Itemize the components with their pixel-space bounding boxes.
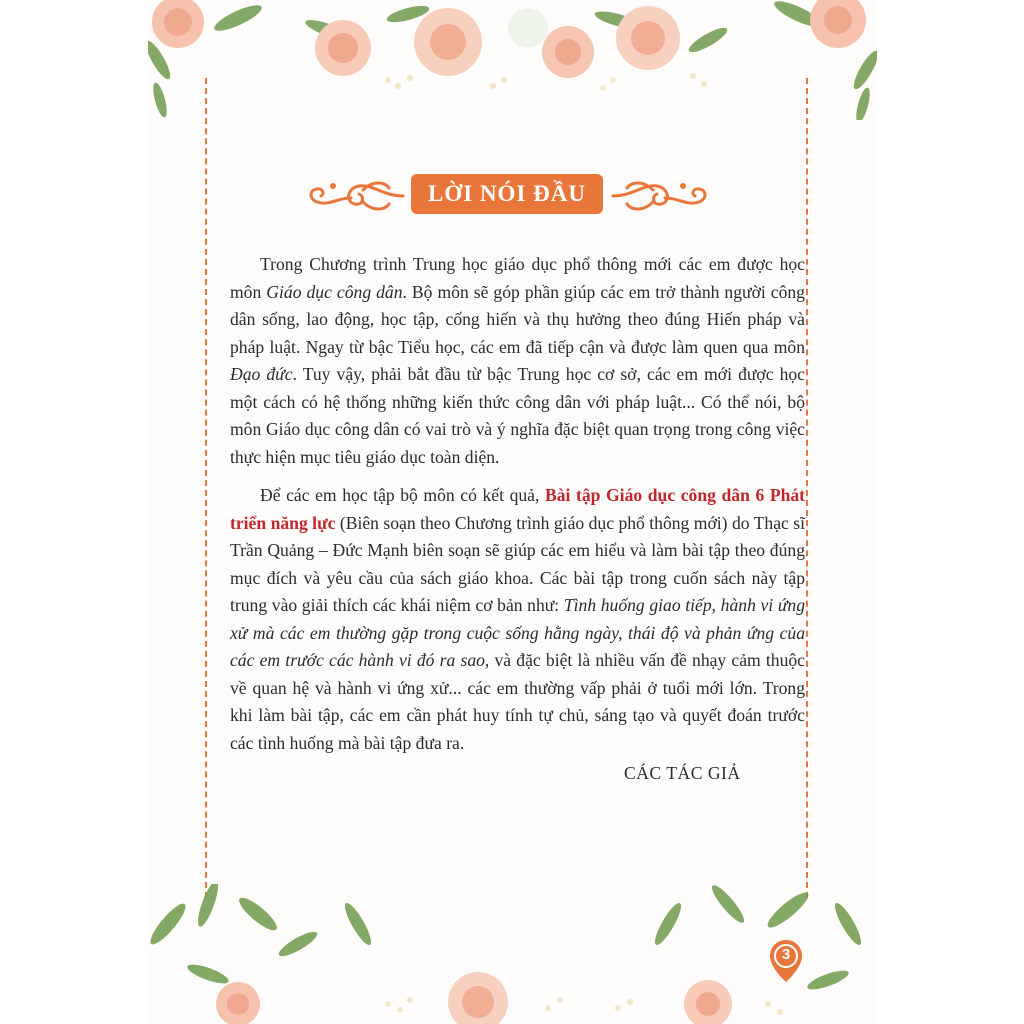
paragraph-2 — [230, 482, 805, 757]
paragraph-1 — [230, 251, 805, 471]
paragraph-1-italic-subject: Giáo dục công dân — [266, 281, 403, 302]
paragraph-1-text-b: . Bộ môn sẽ góp phần giúp các em trở thành người công dân sống, lao động, học tập, cống hiến và thụ hưởng theo đúng Hiến pháp và pháp luật. Ngay từ bậc Tiểu học, các em đã tiếp cận và được làm quen qua môn — [230, 281, 805, 357]
floral-top-decoration — [148, 0, 877, 120]
paragraph-2-text-a: Để các em học tập bộ môn có kết quả, — [260, 485, 545, 505]
left-dashed-border — [205, 78, 207, 898]
right-dashed-border — [806, 78, 808, 898]
flourish-right-icon — [609, 176, 713, 216]
paragraph-1-italic-ethics: Đạo đức — [230, 364, 293, 384]
heading-box — [411, 174, 603, 214]
paragraph-2-text-b: (Biên soạn theo Chương trình giáo dục phổ thông mới) do Thạc sĩ Trần Quảng – Đức Mạnh biên soạn sẽ giúp các em hiểu và làm bài tập theo đúng mục đích và yêu cầu của sách giáo khoa. Các bài tập trong cuốn sách này tập trung vào giải thích các khái niệm cơ bản như: — [230, 512, 805, 615]
signature: CÁC TÁC GIẢ — [624, 763, 741, 783]
page-number-marker — [768, 938, 804, 984]
paragraph-2-text-c: và đặc biệt là nhiều vấn đề nhạy cảm thuộc về quan hệ và hành vi ứng xử... các em thường vấp phải ở tuổi mới lớn. Trong khi làm bài tập, các em cần phát huy tính tự chủ, sáng tạo và quyết đoán trước các tình huống mà bài tập đưa ra. — [230, 650, 805, 753]
page-number: 3 — [781, 946, 791, 963]
paragraph-1-text-c: . Tuy vậy, phải bắt đầu từ bậc Trung học cơ sở, các em mới được học một cách có hệ thống những kiến thức công dân với pháp luật... Có thể nói, bộ môn Giáo dục công dân có vai trò và ý nghĩa đặc biệt quan trọng trong công việc thực hiện mục tiêu giáo dục toàn diện. — [230, 364, 805, 467]
book-title-highlight: Bài tập Giáo dục công dân 6 Phát triển năng lực — [230, 485, 806, 533]
flourish-left-icon — [303, 176, 407, 216]
heading-block — [303, 172, 713, 224]
preface-body — [230, 251, 805, 768]
document-page — [148, 0, 877, 1024]
paragraph-2-italic-examples: Tình huống giao tiếp, hành vi ứng xử mà các em thường gặp trong cuộc sống hằng ngày, thái độ và phản ứng của các em trước các hành vi đó ra sao, — [230, 595, 806, 670]
page-title: LỜI NÓI ĐẦU — [428, 181, 586, 206]
paragraph-1-text-a: Trong Chương trình Trung học giáo dục phổ thông mới các em được học môn — [230, 254, 805, 302]
